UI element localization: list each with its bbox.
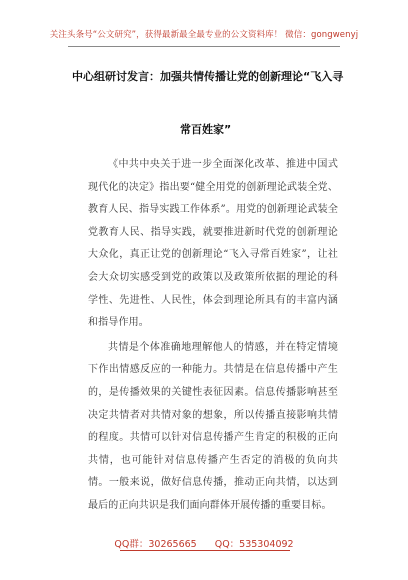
footer-underline (120, 550, 290, 551)
document-title-line-1: 中心组研讨发言：加强共情传播让党的创新理论“飞入寻 (72, 70, 344, 83)
document-body (88, 154, 338, 520)
body-paragraph-2: 共情是个体准确地理解他人的情感，并在特定情境下作出情感反应的一种能力。共情是在信息传播中产生的，是传播效果的关键性表征因素。信息传播影响甚至决定共情者对共情对象的想象，所以传播直接影响共情的程度。共情可以针对信息传播产生肯定的积极的正向共情，也可能针对信息传播产生否定的消极的负向共情。一般来说，做好信息传播，推动正向共情，以达到最后的正向共识是我们面向群体开展传播的重要目标。 (88, 341, 338, 511)
footer-qq-group: QQ群：30265665 (114, 539, 197, 550)
document-title-line-2: 常百姓家” (180, 123, 232, 136)
header-divider (68, 46, 340, 47)
page-footer (0, 536, 408, 550)
body-paragraph-1: 《中共中央关于进一步全面深化改革、推进中国式现代化的决定》指出要“健全用党的创新理论武装全党、教育人民、指导实践工作体系”。用党的创新理论武装全党教育人民、指导实践，就要推进新时代党的创新理论大众化，真正让党的创新理论“飞入寻常百姓家”，让社会大众切实感受到党的政策以及政策所依据的理论的科学性、先进性、人民性，体会到理论所具有的丰富内涵和指导作用。 (88, 159, 338, 329)
page-header-promo: 关注头条号“公文研究”，获得最新最全最专业的公文资料库！ 微信：gongwenyj (49, 30, 359, 40)
footer-qq-contact: QQ：535304092 (214, 539, 294, 550)
